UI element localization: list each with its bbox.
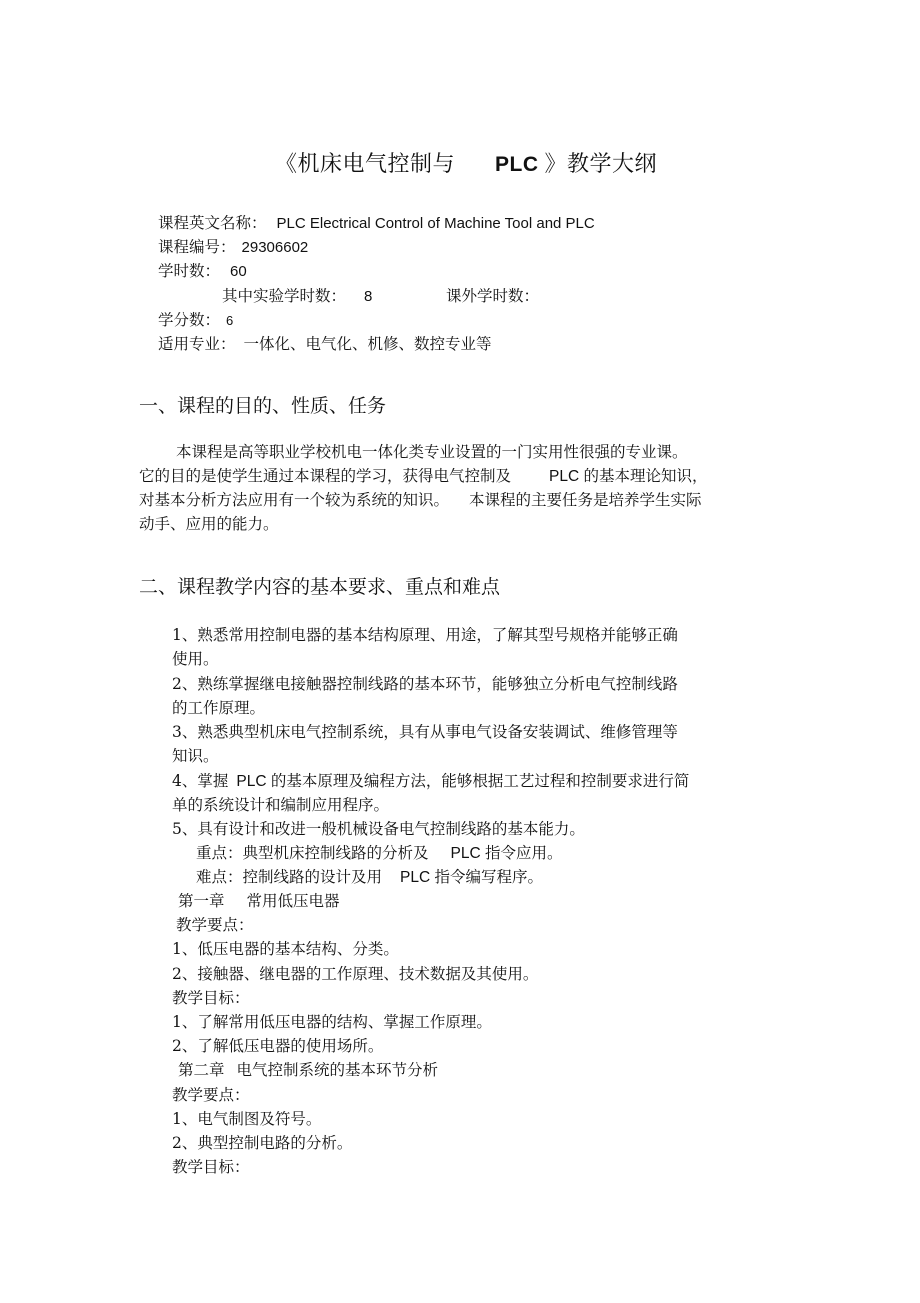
meta-hours xyxy=(158,259,247,281)
title-text-post: 》教学大纲 xyxy=(544,152,658,177)
chapter2-point-2: 2、典型控制电路的分析。 xyxy=(172,1134,353,1152)
chapter-label: 第一章 xyxy=(178,892,225,910)
chapter-name: 电气控制系统的基本环节分析 xyxy=(236,1061,439,1079)
meta-label: 适用专业： xyxy=(158,335,236,353)
line-text-plc: PLC 指令编写程序。 xyxy=(400,869,543,886)
meta-label: 学分数： xyxy=(158,311,221,329)
chapter1-point-2: 2、接触器、继电器的工作原理、技术数据及其使用。 xyxy=(172,965,539,983)
meta-extra-hours xyxy=(446,284,539,306)
section1-line-1: 本课程是高等职业学校机电一体化类专业设置的一门实用性很强的专业课。 xyxy=(176,443,688,461)
chapter2-point-1: 1、电气制图及符号。 xyxy=(172,1110,322,1128)
meta-majors xyxy=(158,332,492,354)
requirement-1-line-2: 使用。 xyxy=(172,650,219,668)
requirement-1-line-1: 1、熟悉常用控制电器的基本结构原理、用途，了解其型号规格并能够正确 xyxy=(172,626,678,644)
chapter1-goal-1: 1、了解常用低压电器的结构、掌握工作原理。 xyxy=(172,1013,492,1031)
line-text: 4、掌握 xyxy=(172,772,229,790)
section2-heading: 二、课程教学内容的基本要求、重点和难点 xyxy=(139,576,501,598)
meta-value: PLC Electrical Control of Machine Tool and PLC xyxy=(276,215,595,232)
meta-lab-hours xyxy=(222,284,372,306)
meta-label: 课程编号： xyxy=(158,238,236,256)
line-text: 难点：控制线路的设计及用 xyxy=(196,868,383,886)
chapter2-goals-label: 教学目标： xyxy=(172,1158,250,1176)
meta-english-name xyxy=(158,211,595,233)
key-point xyxy=(196,841,562,863)
requirement-3-line-1: 3、熟悉典型机床电气控制系统，具有从事电气设备安装调试、维修管理等 xyxy=(172,723,678,741)
meta-label: 学时数： xyxy=(158,262,221,280)
line-text: 本课程的主要任务是培养学生实际 xyxy=(469,491,702,509)
title-plc: PLC xyxy=(495,153,539,176)
requirement-2-line-2: 的工作原理。 xyxy=(172,699,266,717)
difficulty-point xyxy=(196,865,543,887)
meta-value: 8 xyxy=(364,288,373,305)
section1-line-2 xyxy=(139,464,707,489)
meta-code xyxy=(158,235,308,257)
requirement-5: 5、具有设计和改进一般机械设备电气控制线路的基本能力。 xyxy=(172,820,585,838)
requirement-4-line-1 xyxy=(172,769,689,791)
meta-value: 60 xyxy=(230,263,247,280)
chapter1-goal-2: 2、了解低压电器的使用场所。 xyxy=(172,1037,384,1055)
document-title xyxy=(275,147,657,178)
line-text: 它的目的是使学生通过本课程的学习，获得电气控制及 xyxy=(139,467,512,485)
chapter1-points-label: 教学要点： xyxy=(176,916,254,934)
requirement-3-line-2: 知识。 xyxy=(172,747,219,765)
meta-value: 29306602 xyxy=(241,239,309,256)
chapter1-title xyxy=(178,889,340,911)
requirement-4-line-2: 单的系统设计和编制应用程序。 xyxy=(172,796,390,814)
chapter1-point-1: 1、低压电器的基本结构、分类。 xyxy=(172,940,399,958)
meta-label: 课程英文名称： xyxy=(158,214,267,232)
requirement-2-line-1: 2、熟练掌握继电接触器控制线路的基本环节，能够独立分析电气控制线路 xyxy=(172,675,678,693)
meta-credits xyxy=(158,308,233,330)
meta-value: 6 xyxy=(226,313,234,328)
chapter-label: 第二章 xyxy=(178,1061,225,1079)
line-text-plc: PLC 指令应用。 xyxy=(450,845,563,862)
line-text-plc: PLC 的基本理论知识， xyxy=(549,468,708,485)
title-text-pre: 《机床电气控制与 xyxy=(275,152,456,177)
meta-value: 一体化、电气化、机修、数控专业等 xyxy=(243,335,492,353)
line-text-plc: PLC 的基本原理及编程方法，能够根据工艺过程和控制要求进行简 xyxy=(236,773,690,790)
meta-label: 其中实验学时数： xyxy=(222,287,347,305)
chapter2-title xyxy=(178,1058,438,1080)
chapter-name: 常用低压电器 xyxy=(246,892,340,910)
line-text: 重点：典型机床控制线路的分析及 xyxy=(196,844,429,862)
meta-label: 课外学时数： xyxy=(446,287,540,305)
section1-heading: 一、课程的目的、性质、任务 xyxy=(139,395,387,417)
chapter2-points-label: 教学要点： xyxy=(172,1086,250,1104)
chapter1-goals-label: 教学目标： xyxy=(172,989,250,1007)
line-text: 对基本分析方法应用有一个较为系统的知识。 xyxy=(139,491,450,509)
section1-line-4: 动手、应用的能力。 xyxy=(139,515,279,533)
section1-line-3 xyxy=(139,488,702,512)
